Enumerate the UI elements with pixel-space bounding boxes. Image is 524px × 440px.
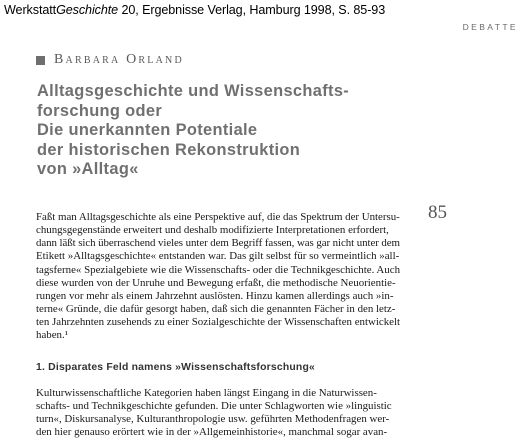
title-line: forschung oder bbox=[37, 101, 163, 120]
text-line: schafts- und Technikgeschichte gefunden. Die unter Schlagworten wie »linguistic bbox=[36, 400, 392, 413]
citation-magazine-name: Geschichte bbox=[56, 3, 119, 17]
text-line: turn«, Diskursanalyse, Kulturanthropologie usw. geführten Methodenfragen wer- bbox=[36, 413, 390, 426]
article-title bbox=[37, 82, 349, 180]
paragraph-1 bbox=[36, 211, 400, 343]
title-line: der historischen Rekonstruktion bbox=[37, 140, 301, 159]
text-line: terne« Gründe, die dafür gesorgt haben, daß sich die genannten Fächer in den letz- bbox=[36, 303, 396, 316]
text-line: haben.¹ bbox=[36, 329, 68, 342]
text-line: tagsferne« Spezialgebiete wie die Wissenschafts- oder die Technikgeschichte. Auch bbox=[36, 263, 401, 276]
section-label: DEBATTE bbox=[462, 22, 518, 32]
text-line: dann läßt sich überraschend vieles unter dem Begriff fassen, was gar nicht unter dem bbox=[36, 237, 400, 250]
paragraph-2 bbox=[36, 387, 400, 440]
title-line: Alltagsgeschichte und Wissenschafts- bbox=[37, 82, 350, 100]
page-number: 85 bbox=[428, 202, 447, 223]
citation-rest: 20, Ergebnisse Verlag, Hamburg 1998, S. 85-93 bbox=[118, 3, 386, 17]
text-line: rungen vor mehr als einem Jahrzehnt auslösten. Hinzu kamen allerdings auch »in- bbox=[36, 289, 394, 302]
text-line: chungsgegenstände erweitert und deshalb modifizierte Interpretationen erfordert, bbox=[36, 224, 389, 237]
title-line: von »Alltag« bbox=[37, 160, 139, 179]
text-line: den hier genauso erörtert wie in der »Allgemeinhistorie«, manchmal sogar avan- bbox=[36, 426, 388, 439]
text-line: Kulturwissenschaftliche Kategorien haben längst Eingang in die Naturwissen- bbox=[36, 387, 377, 399]
section-heading: 1. Disparates Feld namens »Wissenschaftsforschung« bbox=[36, 362, 315, 373]
author-name: Barbara Orland bbox=[54, 52, 184, 67]
text-line: Faßt man Alltagsgeschichte als eine Perspektive auf, die das Spektrum der Untersu- bbox=[36, 211, 400, 223]
text-line: diese wurden von der Unruhe und Bewegung erfaßt, die methodische Neuorientie- bbox=[36, 276, 396, 289]
text-line: Etikett »Alltagsgeschichte« entstanden war. Das gilt selbst für so vermeintlich »all- bbox=[36, 250, 400, 263]
square-bullet-icon bbox=[36, 56, 45, 65]
author-block bbox=[36, 52, 184, 68]
citation-line bbox=[4, 3, 385, 17]
title-line: Die unerkannten Potentiale bbox=[37, 121, 258, 140]
citation-prefix: Werkstatt bbox=[4, 3, 57, 17]
text-line: ten Jahrzehnten zusehends zu einer Sozialgeschichte der Wissenschaften entwickelt bbox=[36, 316, 401, 329]
